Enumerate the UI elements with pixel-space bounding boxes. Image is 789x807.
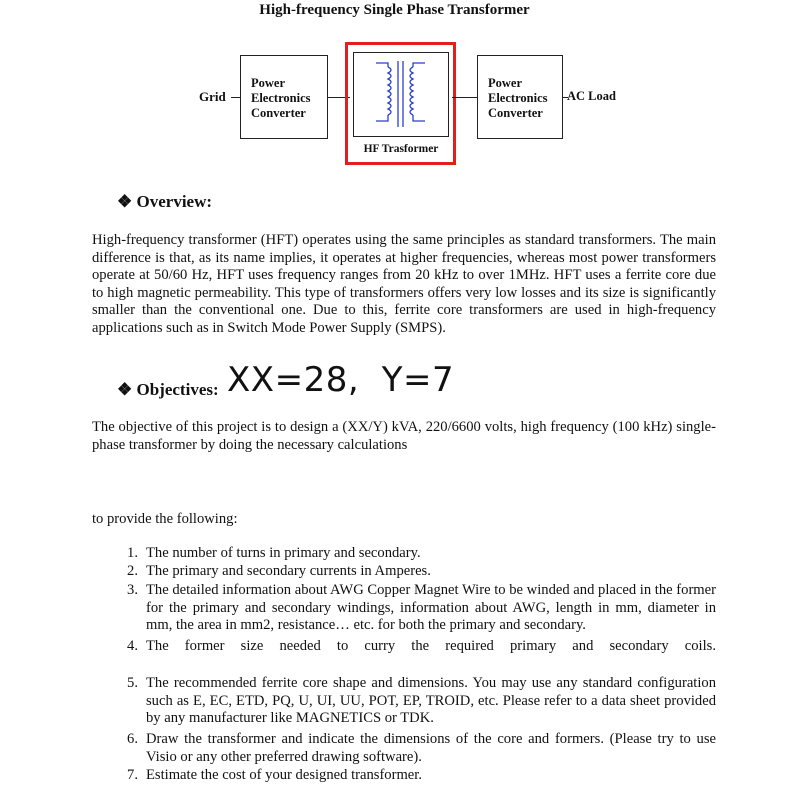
list-item-number: 1.: [127, 545, 138, 561]
transformer-icon: [354, 53, 447, 135]
right-converter-block: [477, 55, 563, 139]
objectives-heading: [117, 380, 219, 400]
objectives-paragraph: The objective of this project is to design a (XX/Y) kVA, 220/6600 volts, high frequency (100 kHz) single-phase transformer by doing the necessary calculations: [92, 419, 716, 453]
overview-heading-text: Overview:: [136, 192, 213, 211]
left-converter-line: Converter: [251, 106, 306, 120]
list-item-text: The recommended ferrite core shape and dimensions. You may use any standard configuration such as E, EC, ETD, PQ, U, UI, UU, POT, EP, TROID, etc. Please refer to a data sheet provided by any manufacturer like MAGNETICS or TDK.: [146, 675, 716, 727]
bullet-icon: ❖: [117, 380, 133, 399]
objectives-list: [116, 545, 716, 795]
transformer-block: [353, 52, 449, 137]
document-title: High-frequency Single Phase Transformer: [259, 2, 530, 18]
ac-load-label: AC Load: [567, 89, 616, 103]
right-converter-line: Power: [488, 76, 523, 90]
list-item-number: 4.: [127, 638, 138, 654]
right-converter-line: Converter: [488, 106, 543, 120]
list-item-text: Draw the transformer and indicate the dimensions of the core and formers. (Please try to use Visio or any other preferred drawing software).: [146, 731, 716, 765]
grid-label: Grid: [199, 89, 226, 104]
list-item-number: 5.: [127, 675, 138, 691]
overview-heading: [117, 192, 212, 212]
left-converter-block: [240, 55, 328, 139]
left-converter-line: Power: [251, 76, 286, 90]
objectives-heading-text: Objectives:: [136, 380, 219, 399]
list-item-text: The former size needed to curry the required primary and secondary coils.: [146, 638, 716, 654]
bullet-icon: ❖: [117, 192, 133, 211]
list-item-text: The number of turns in primary and secondary.: [146, 545, 421, 561]
handwritten-note: XX=28, Y=7: [227, 360, 455, 400]
left-converter-line: Electronics: [251, 91, 311, 105]
list-item-text: The primary and secondary currents in Amperes.: [146, 563, 431, 579]
list-item-number: 7.: [127, 767, 138, 783]
overview-paragraph: High-frequency transformer (HFT) operates using the same principles as standard transformers. The main difference is that, as its name implies, it operates at higher frequencies, whereas most power transformers operate at 50/60 Hz, HFT uses frequency ranges from 20 kHz to over 1MHz. HFT uses a ferrite core due to high magnetic permeability. This type of transformers offers very low losses and its size is significantly smaller than the conventional one. Due to this, ferrite core transformers are used in high-frequency applications such as in Switch Mode Power Supply (SMPS).: [92, 232, 716, 336]
objectives-intro: to provide the following:: [92, 511, 238, 527]
list-item-number: 6.: [127, 731, 138, 747]
right-converter-line: Electronics: [488, 91, 548, 105]
list-item-number: 2.: [127, 563, 138, 579]
list-item-number: 3.: [127, 582, 138, 598]
list-item-text: Estimate the cost of your designed transformer.: [146, 767, 422, 783]
transformer-caption: HF Trasformer: [363, 143, 439, 155]
connector-line: [452, 97, 478, 98]
list-item-text: The detailed information about AWG Copper Magnet Wire to be winded and placed in the former for the primary and secondary windings, information about AWG, length in mm, diameter in mm, the area in mm2, resistance… etc. for both the primary and secondary.: [146, 582, 716, 634]
